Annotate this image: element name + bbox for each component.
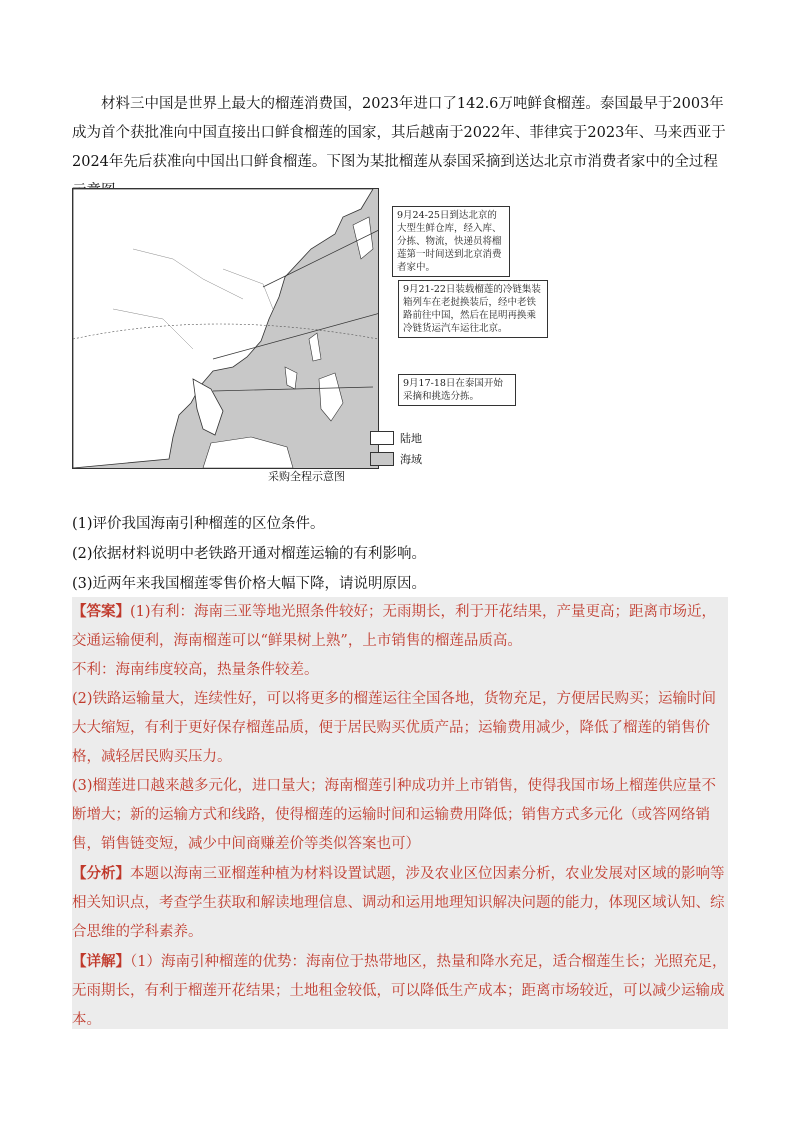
answer-1b: 不利：海南纬度较高，热量条件较差。 bbox=[72, 662, 319, 678]
taiwan-island bbox=[309, 333, 321, 361]
answer-1-text: (1)有利：海南三亚等地光照条件较好；无雨期长，利于开花结果，产量更高；距离市场近，交通运输便利，海南榴莲可以“鲜果树上熟”，上市销售的榴莲品质高。 bbox=[72, 604, 717, 649]
legend-sea-swatch bbox=[370, 452, 394, 466]
answer-block bbox=[72, 597, 728, 1029]
callout-beijing: 9月24-25日到达北京的大型生鲜仓库，经入库、分拣、物流，快递员将榴莲第一时间送到北京消费者家中。 bbox=[392, 206, 510, 277]
question-1: (1)评价我国海南引种榴莲的区位条件。 bbox=[72, 516, 325, 532]
borneo-island bbox=[203, 437, 293, 468]
legend-land-swatch bbox=[370, 431, 394, 445]
legend-sea-label: 海域 bbox=[400, 453, 422, 466]
indochina-peninsula bbox=[193, 379, 223, 435]
answer-3: (3)榴莲进口越来越多元化，进口量大；海南榴莲引种成功并上市销售，使得我国市场上榴莲供应量不断增大；新的运输方式和线路，使得榴莲的运输时间和运输费用降低；销售方式多元化（或答网络销售，销售链变短，减少中间商赚差价等类似答案也可） bbox=[72, 778, 717, 852]
answer-tag: 【答案】 bbox=[72, 603, 130, 620]
procurement-map bbox=[72, 188, 379, 469]
mainland-shape bbox=[73, 189, 373, 468]
answer-1 bbox=[72, 597, 728, 656]
map-drawing bbox=[73, 189, 378, 468]
question-2: (2)依据材料说明中老铁路开通对榴莲运输的有利影响。 bbox=[72, 546, 427, 562]
detail-tag: 【详解】 bbox=[72, 953, 130, 970]
detail-text: （1）海南引种榴莲的优势：海南位于热带地区，热量和降水充足，适合榴莲生长；光照充足，无雨期长，有利于榴莲开花结果；土地租金较低，可以降低生产成本；距离市场较近，可以减少运输成本。 bbox=[72, 954, 727, 1028]
analysis bbox=[72, 859, 728, 947]
hainan-island bbox=[285, 367, 297, 389]
material-paragraph: 材料三中国是世界上最大的榴莲消费国，2023年进口了142.6万吨鲜食榴莲。泰国最早于2003年成为首个获批准向中国直接出口鲜食榴莲的国家，其后越南于2022年、菲律宾于2023年、马来西亚于2024年先后获准向中国出口鲜食榴莲。下图为某批榴莲从泰国采摘到送达北京市消费者家中的全过程 bbox=[72, 96, 726, 170]
answer-2: (2)铁路运输量大，连续性好，可以将更多的榴莲运往全国各地，货物充足，方便居民购买；运输时间大大缩短，有利于更好保存榴莲品质，便于居民购买优质产品；运输费用减少，降低了榴莲的销售价格，减轻居民购买压力。 bbox=[72, 691, 717, 765]
callout-railway: 9月21-22日装载榴莲的冷链集装箱列车在老挝换装后，经中老铁路前往中国，然后在昆明再换乘冷链货运汽车运往北京。 bbox=[398, 280, 548, 338]
question-3: (3)近两年来我国榴莲零售价格大幅下降，请说明原因。 bbox=[72, 576, 427, 592]
legend-land-label: 陆地 bbox=[400, 432, 422, 445]
analysis-tag: 【分析】 bbox=[72, 865, 130, 882]
detail bbox=[72, 947, 728, 1035]
callout-thailand: 9月17-18日在泰国开始采摘和挑选分拣。 bbox=[398, 374, 516, 406]
map-caption: 采购全程示意图 bbox=[268, 470, 345, 483]
analysis-text: 本题以海南三亚榴莲种植为材料设置试题，涉及农业区位因素分析，农业发展对区域的影响等相关知识点，考查学生获取和解读地理信息、调动和运用地理知识解决问题的能力，体现区域认知、综合思维的学科素养。 bbox=[72, 866, 725, 940]
philippines-islands bbox=[319, 373, 343, 421]
